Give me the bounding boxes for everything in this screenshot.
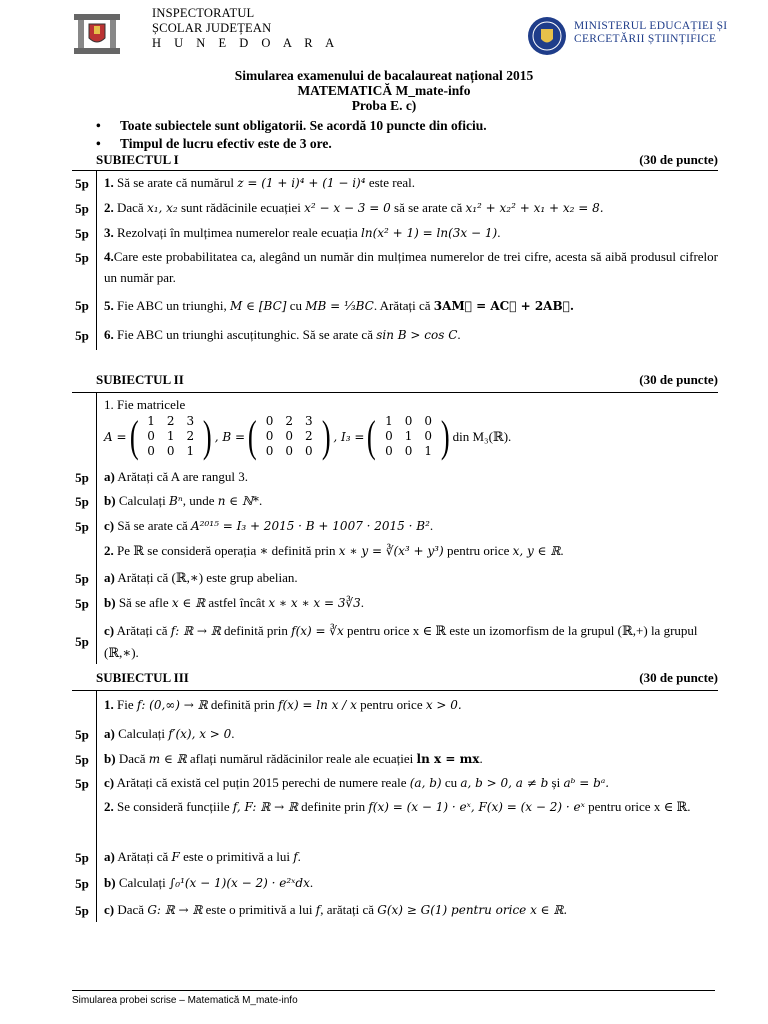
s3-item-1c: c) Arătați că există cel puțin 2015 perechi de numere reale (a, b) cu a, b > 0, a ≠ b și aᵇ = bᵃ. [104,775,610,790]
score: 5p [75,876,89,891]
score: 5p [75,494,89,509]
page-footer: Simularea probei scrise – Matematică M_mate-info [72,995,298,1006]
s2-item-2: 2. Pe ℝ se consideră operația ∗ definită prin x ∗ y = ∛(x³ + y³) pentru orice x, y ∈ ℝ. [104,543,564,558]
s1-item-1: 1. Să se arate că numărul z = (1 + i)⁴ + (1 − i)⁴ este real. [104,175,416,190]
divider [72,690,718,691]
header-line2: ȘCOLAR JUDEȚEAN [152,21,272,35]
score-column-line [96,170,97,350]
bullet-2: • Timpul de lucru efectiv este de 3 ore. [96,136,332,151]
matrix-i: ( 1 0 0 0 1 0 0 0 1 ) [367,411,450,461]
ministry-line1: MINISTERUL EDUCAȚIEI ȘI [574,20,728,32]
s3-item-1b: b) Dacă m ∈ ℝ aflați numărul rădăcinilor reale ale ecuației ln x = mx. [104,751,483,766]
score: 5p [75,571,89,586]
divider [72,170,718,171]
inspectorat-logo-icon [72,8,122,58]
score: 5p [75,634,89,649]
matrices-row [104,411,512,461]
section-3-points: (30 de puncte) [639,670,718,685]
s2-item-2b: b) Să se afle x ∈ ℝ astfel încât x ∗ x ∗ x = 3∛3. [104,595,365,610]
s3-item-2a: a) Arătați că F este o primitivă a lui f. [104,849,301,864]
score: 5p [75,776,89,791]
s2-item-2c: c) Arătați că f: ℝ → ℝ definită prin f(x) = ∛x pentru orice x ∈ ℝ este un izomorfism de la grupul (ℝ,+) la grupul (ℝ,∗). [104,623,698,660]
s1-item-3: 3. Rezolvați în mulțimea numerelor reale ecuația ln(x² + 1) = ln(3x − 1). [104,225,501,240]
s1-item-2: 2. Dacă x₁, x₂ sunt rădăcinile ecuației x² − x − 3 = 0 să se arate că x₁² + x₂² + x₁ + x₂ = 8. [104,200,604,215]
score-column-line [96,690,97,922]
score: 5p [75,201,89,216]
section-2-points: (30 de puncte) [639,372,718,387]
section-3-title: SUBIECTUL III [96,670,189,685]
score: 5p [75,519,89,534]
divider [72,392,718,393]
s1-item-5: 5. Fie ABC un triunghi, M ∈ [BC] cu MB = ⅓BC. Arătați că 3AM⃗ = AC⃗ + 2AB⃗. [104,298,575,313]
s3-item-1: 1. Fie f: (0,∞) → ℝ definită prin f(x) = ln x / x pentru orice x > 0. [104,697,462,712]
score: 5p [75,752,89,767]
score: 5p [75,176,89,191]
s2-item-1b: b) Calculați Bⁿ, unde n ∈ ℕ*. [104,493,263,508]
s2-intro: 1. Fie matricele [104,397,186,412]
matrix-a-label: A = [104,429,127,444]
score: 5p [75,298,89,313]
score: 5p [75,226,89,241]
section-1-title: SUBIECTUL I [96,152,179,167]
ministry-header [574,20,727,46]
score: 5p [75,596,89,611]
s3-item-2b: b) Calculați ∫₀¹(x − 1)(x − 2) · e²ˣdx. [104,875,314,890]
score: 5p [75,470,89,485]
matrix-b: ( 0 2 3 0 0 2 0 0 0 ) [248,411,331,461]
score-column-line [96,392,97,664]
bullet-1: • Toate subiectele sunt obligatorii. Se acordă 10 puncte din oficiu. [96,118,487,133]
score: 5p [75,850,89,865]
ministry-seal-icon [527,16,567,56]
matrix-i-label: , I₃ = [333,429,365,444]
exam-subject: MATEMATICĂ M_mate-info [297,83,471,98]
score: 5p [75,903,89,918]
score: 5p [75,727,89,742]
s2-item-1a: a) Arătați că A are rangul 3. [104,469,249,484]
ministry-line2: CERCETĂRII ȘTIINȚIFICE [574,33,717,45]
matrix-b-label: , B = [214,429,246,444]
score: 5p [75,250,89,265]
s3-item-2: 2. Se consideră funcțiile f, F: ℝ → ℝ definite prin f(x) = (x − 1) · eˣ, F(x) = (x − 2) · eˣ pentru orice x ∈ ℝ. [104,799,691,814]
exam-proba: Proba E. c) [351,98,417,113]
s3-item-2c: c) Dacă G: ℝ → ℝ este o primitivă a lui f, arătați că G(x) ≥ G(1) pentru orice x ∈ ℝ. [104,902,568,917]
header-line3: H U N E D O A R A [152,36,340,50]
matrix-a: ( 1 2 3 0 1 2 0 0 1 ) [129,411,212,461]
s3-item-1a: a) Calculați f′(x), x > 0. [104,726,235,741]
header-line1: INSPECTORATUL [152,6,255,20]
footer-divider [72,990,715,991]
section-1-points: (30 de puncte) [639,152,718,167]
score: 5p [75,328,89,343]
matrix-domain: din M₃(ℝ). [452,428,512,444]
s1-item-6: 6. Fie ABC un triunghi ascuțitunghic. Să se arate că sin B > cos C. [104,327,461,342]
s2-item-2a: a) Arătați că (ℝ,∗) este grup abelian. [104,570,298,585]
exam-title: Simularea examenului de bacalaureat național 2015 [234,68,534,83]
inspectorat-header [152,6,339,51]
s2-item-1c: c) Să se arate că A²⁰¹⁵ = I₃ + 2015 · B + 1007 · 2015 · B². [104,518,434,533]
section-2-title: SUBIECTUL II [96,372,184,387]
s1-item-4: 4.Care este probabilitatea ca, alegând un număr din mulțimea numerelor de trei cifre, acesta să aibă produsul cifrelor un număr par. [104,249,718,285]
